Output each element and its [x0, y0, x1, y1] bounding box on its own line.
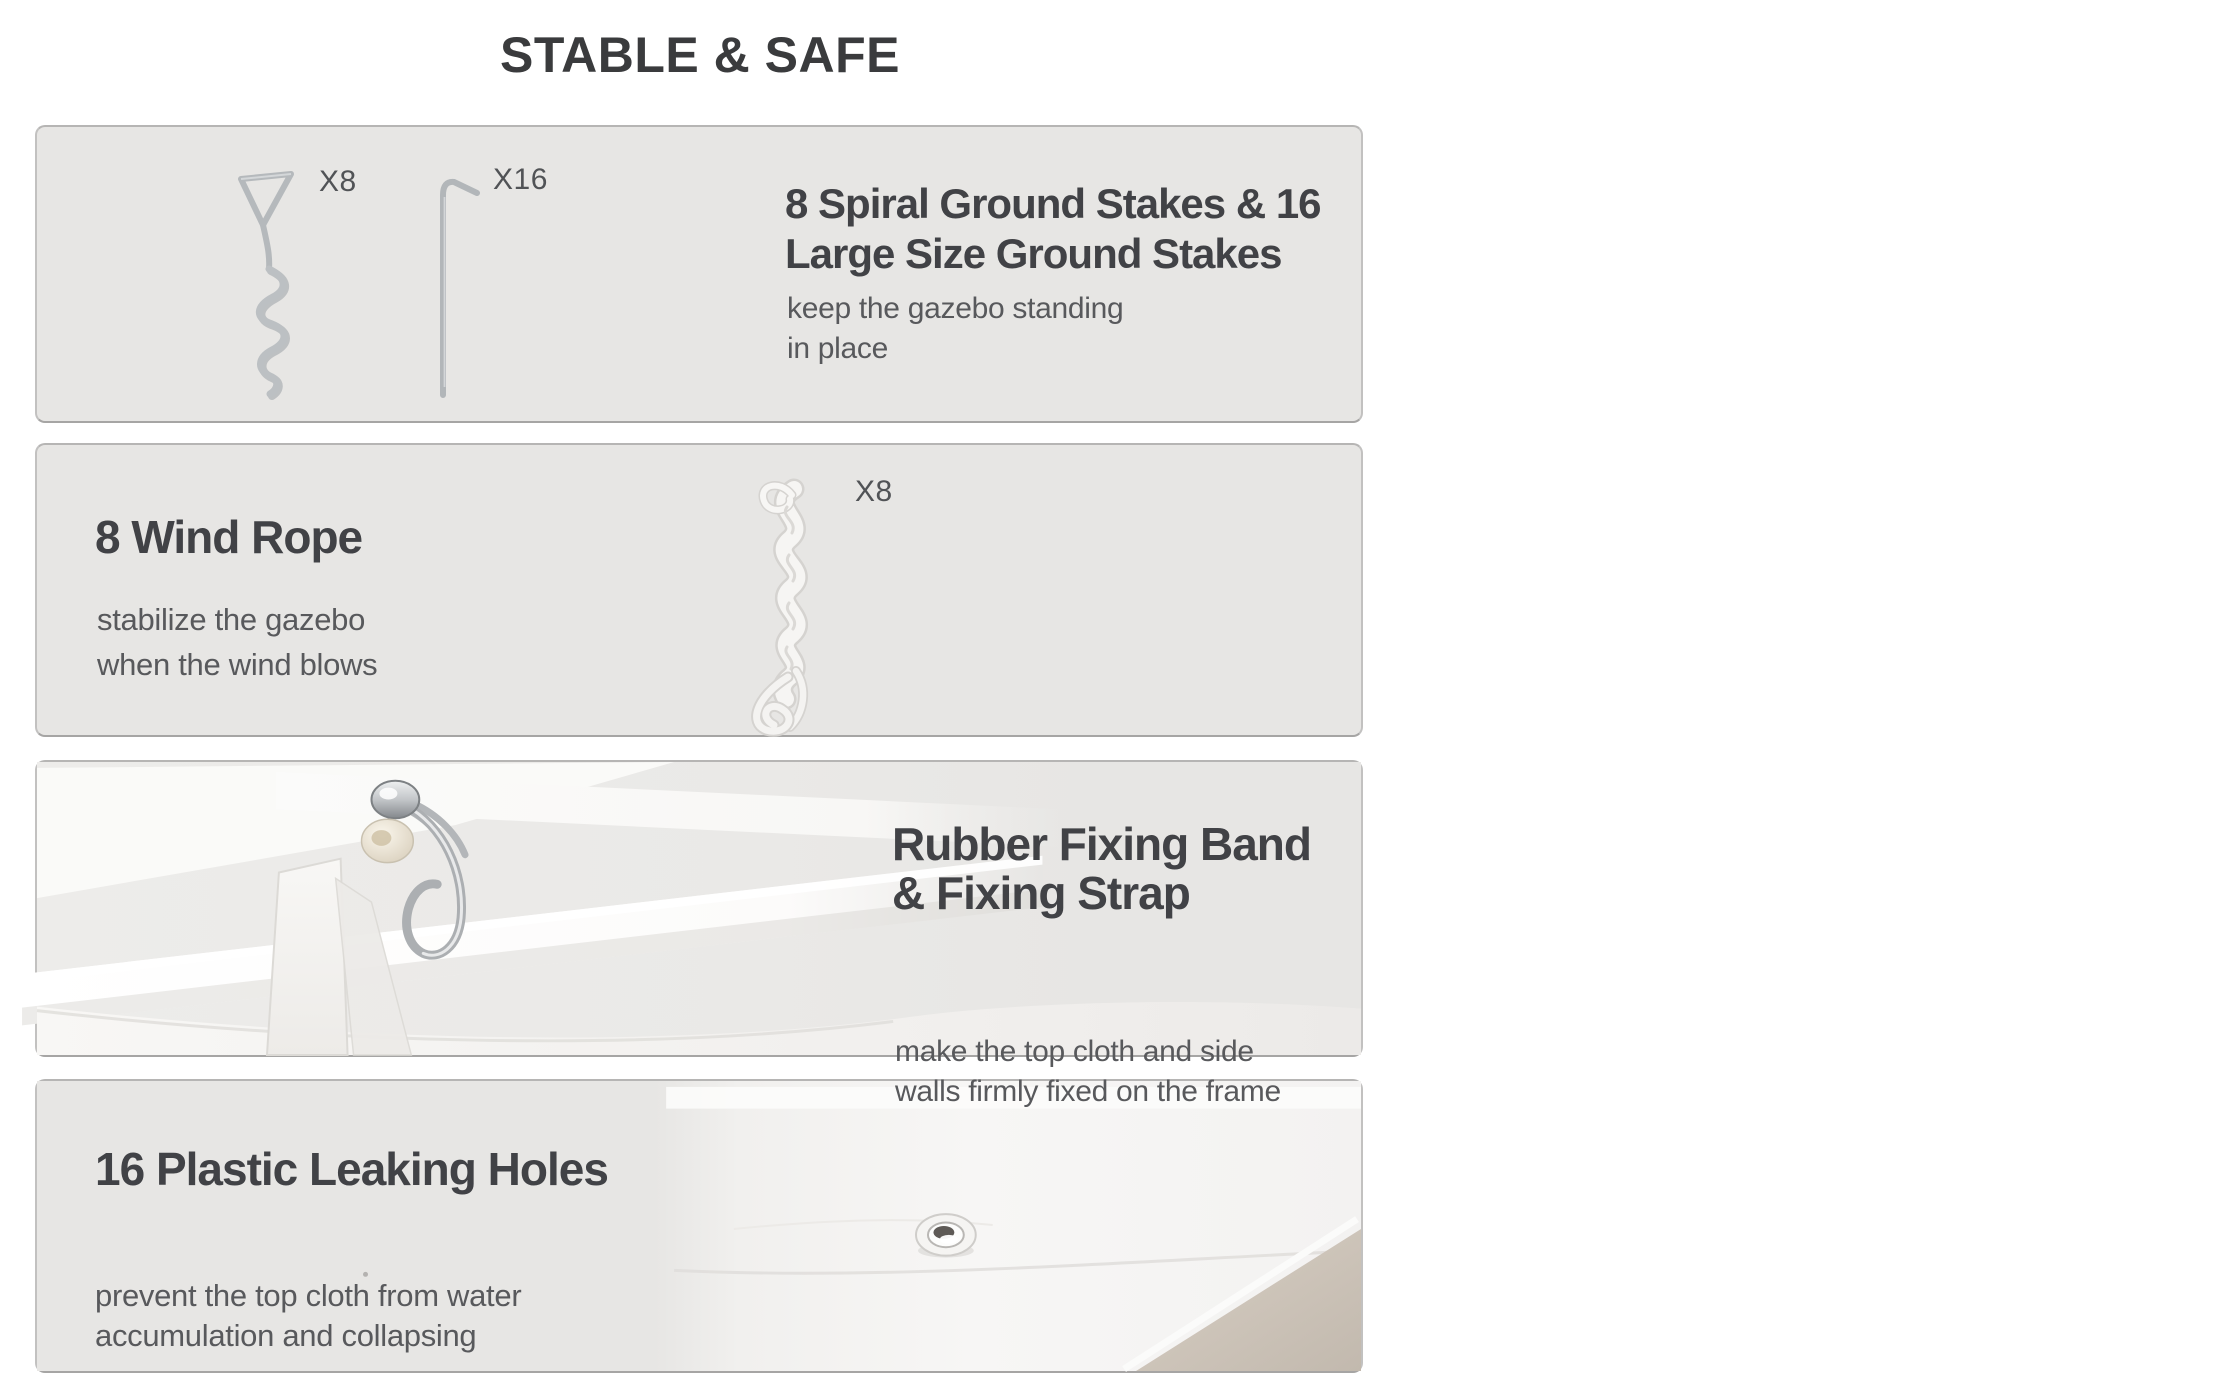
description-line: when the wind blows [97, 647, 378, 682]
panel-heading [892, 820, 2216, 918]
heading-line: Rubber Fixing Band [892, 818, 1311, 870]
heading-line: 16 Plastic Leaking Holes [95, 1143, 608, 1195]
description-line: walls firmly fixed on the frame [895, 1075, 1281, 1108]
panel-heading [95, 511, 362, 563]
grommet [916, 1214, 976, 1257]
panel-wind-rope [35, 443, 1363, 737]
panel-description [95, 1276, 1419, 1356]
heading-line: Large Size Ground Stakes [785, 230, 1282, 277]
description-line: make the top cloth and side [895, 1035, 1254, 1068]
count-label: X16 [493, 163, 548, 196]
panel-heading [785, 179, 1321, 279]
description-line: prevent the top cloth from water [95, 1278, 522, 1313]
large-ground-stake-icon [430, 167, 490, 402]
panel-ground-stakes [35, 125, 1363, 423]
panel-description [97, 597, 377, 687]
spiral-ground-stake-icon [225, 165, 315, 400]
panel-description [787, 289, 1123, 369]
panel-heading [95, 1143, 1419, 1195]
description-line: in place [787, 332, 889, 365]
panel-fixing-band [35, 760, 1363, 1108]
description-line: stabilize the gazebo [97, 602, 366, 637]
count-label: X8 [319, 165, 357, 198]
page-title: STABLE & SAFE [499, 27, 901, 83]
description-line: keep the gazebo standing [787, 292, 1124, 325]
heading-line: 8 Spiral Ground Stakes & 16 [785, 180, 1321, 227]
panel-leaking-holes [35, 1079, 1363, 1373]
description-line: accumulation and collapsing [95, 1318, 477, 1353]
panel-description [895, 1032, 2219, 1112]
wind-rope-icon [740, 473, 850, 743]
heading-line: 8 Wind Rope [95, 511, 363, 563]
heading-line: & Fixing Strap [892, 867, 1190, 919]
count-label: X8 [855, 475, 893, 508]
